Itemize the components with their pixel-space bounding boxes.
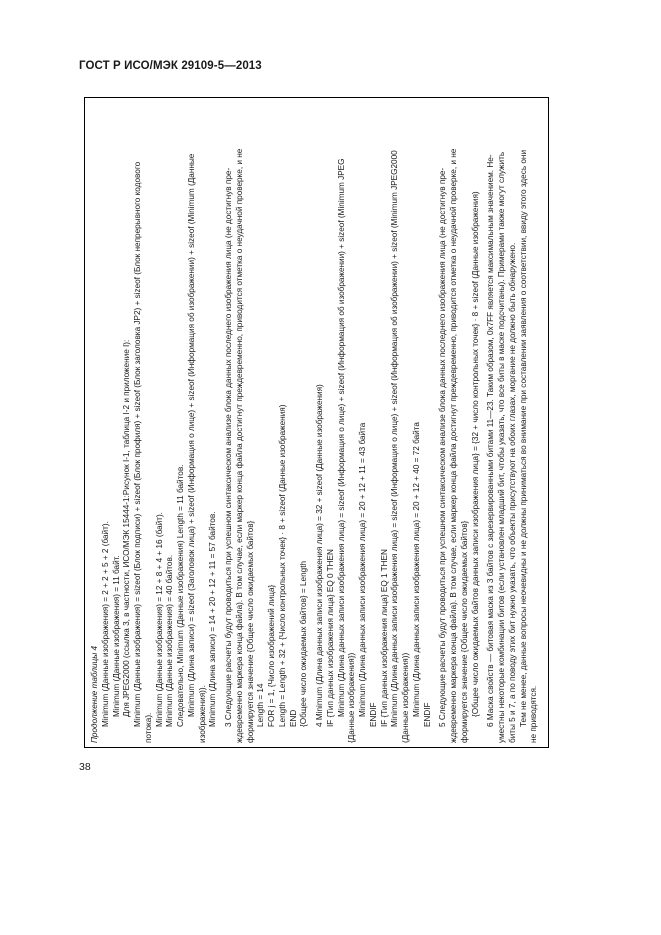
- text-line: IF {Тип данных изображения лица} EQ 0 THEN: [325, 549, 335, 727]
- document-header: ГОСТ Р ИСО/МЭК 29109-5—2013: [79, 60, 262, 72]
- text-line: {Общее число ожидаемых байтов данных записи изображения лица} = {32 + число контрольных точек} · 8 + sizeof (Данные изображения): [470, 191, 480, 717]
- text-line: ENDIF: [422, 702, 432, 727]
- page-number: 38: [79, 761, 91, 773]
- text-line: изображения)).: [197, 685, 207, 743]
- text-line: 6 Маска свойств — битовая маска из 3 байтов с зарезервированными битами 11—23. Таким образом, 0x7FF является максимальным значением. Не-: [486, 154, 496, 727]
- text-line: Minimum (Данные изображения) = 2 + 2 + 5 + 2 (байт).: [100, 521, 110, 727]
- text-line: Тем не менее, данные вопросы неочевидны и не должны приниматься во внимание при составлении заявления о соответствии, ввиду этого здесь они: [518, 149, 528, 727]
- text-line: уместны некоторые комбинации битов (если установлен младший бит, чтобы указать, что все биты в маске подсчитаны). Примерами также могут служить: [497, 151, 506, 743]
- text-line: Minimum (Длина записи) = sizeof (Заголовок лица) + sizeof (Информация о лице) + sizeof (Информация об изображении) + sizeof (Minimum (Данные: [186, 153, 196, 717]
- text-line: 5 Следующие расчеты будут проводиться при успешном синтаксическом анализе блока данных последнего изображения лица (не достигнув пре-: [438, 167, 448, 727]
- text-line: Minimum (Данные изображения) = 40 байтов.: [165, 554, 175, 727]
- text-line: 4 Minimum (Длина данных записи изображения лица) = 32 + sizeof (Данные изображения): [315, 384, 324, 727]
- text-line: Minimum (Длина данных записи изображения лица) = sizeof (Информация о лице) + sizeof (Информация об изображении) + sizeof (Minimum JPEG2000: [390, 150, 400, 727]
- rotated-table-content: [86, 100, 547, 745]
- text-line: IF {Тип данных изображения лица} EQ 1 THEN: [379, 549, 389, 727]
- text-line: ENDIF: [368, 702, 378, 727]
- text-line: формируется значение {Общее число ожидаемых байтов}: [245, 520, 255, 743]
- text-line: Для JPEG2000 (ссылка 3, в частности, ИСО/МЭК 15444-1:Рисунок I-1, таблица I-2 и приложение I):: [122, 339, 132, 717]
- text-line: Minimum (Длина данных записи изображения лица) = 20 + 12 + 11 = 43 байта: [358, 422, 367, 717]
- text-line: Length = Length + 32 + {Число контрольных точек} · 8 + sizeof (Данные изображения): [277, 404, 287, 727]
- text-line: Minimum (Длина данных записи изображения лица) = sizeof (Информация о лице) + sizeof (Информация об изображении) + sizeof (Minimum JPEG: [336, 158, 346, 717]
- text-line: Minimum (Данные изображения) = 11 байт.: [111, 555, 121, 717]
- text-line: Minimum (Данные изображения) = 12 + 8 + 4 + 16 (байт).: [154, 512, 164, 727]
- text-line: формируется значение {Общее число ожидаемых байтов}: [459, 520, 469, 743]
- text-line: биты 5 и 7, а по поводу этих бит нужно указать, что объекты присутствуют на обоих глазах, моргание не должно быть обнаружено.: [507, 242, 517, 743]
- text-line: FOR j = 1, {Число изображений лица}: [267, 584, 276, 727]
- text-line: Minimum (Длина записи) = 14 + 20 + 12 + 11 = 57 байтов.: [208, 511, 218, 727]
- text-line: END: [288, 709, 298, 727]
- text-line: Minimum (Данные изображения) = sizeof (Блок подписи) + sizeof (Блок профиля) + sizeof (Блок заголовка JP2) + sizeof (Блок непрерывного кодового: [133, 161, 142, 727]
- text-line: (Данные изображения)): [401, 652, 410, 743]
- text-line: потока).: [143, 712, 153, 743]
- text-line: Length = 14: [256, 683, 266, 727]
- table-caption: Продолжение таблицы 4: [90, 645, 99, 743]
- text-line: не приводятся.: [529, 685, 539, 743]
- text-line: ждевременно маркера конца файла). В том случае, если маркер конца файла достигнут преждевременно, приводится отметка о неудачной проверке, и не: [234, 148, 244, 743]
- text-line: Minimum (Длина данных записи изображения лица) = 20 + 12 + 40 = 72 байта: [411, 422, 421, 717]
- text-line: 3 Следующие расчеты будут проводиться при успешном синтаксическом анализе блока данных последнего изображения лица (не достигнув пре-: [224, 167, 233, 727]
- text-line: Следовательно, Minimum (Данные изображения) Length = 11 байтов.: [176, 464, 185, 727]
- table-text-lines: [101, 106, 540, 743]
- text-line: ждевременно маркера конца файла). В том случае, если маркер конца файла достигнут преждевременно, приводится отметка о неудачной проверке, и не: [449, 148, 458, 743]
- text-line: {Общее число ожидаемых байтов} = Length: [299, 560, 309, 727]
- text-line: {Данные изображения}): [347, 652, 357, 743]
